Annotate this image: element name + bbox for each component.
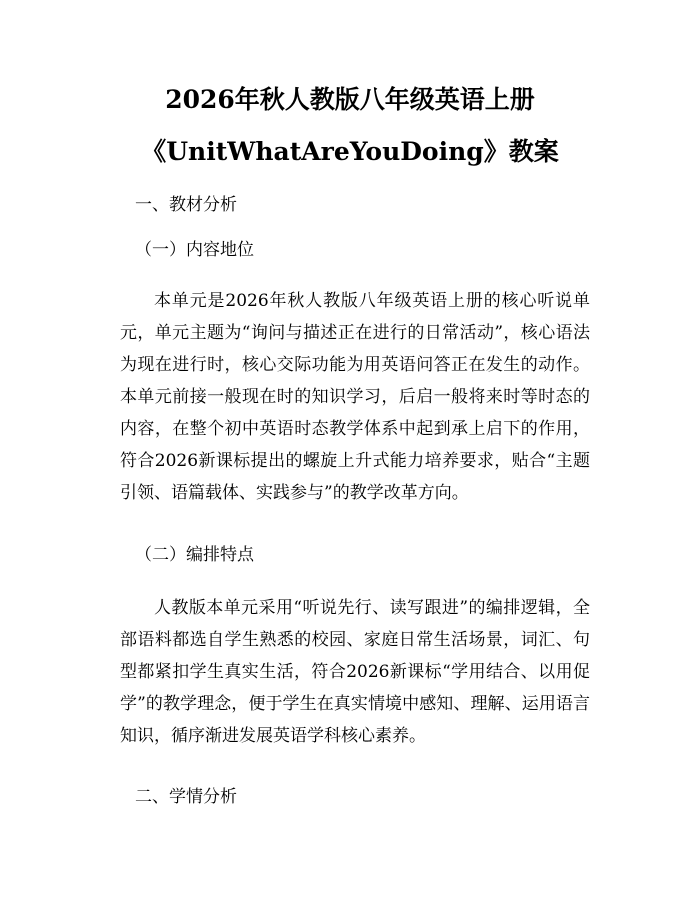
section-heading-textbook-analysis: 一、教材分析 <box>135 195 237 215</box>
document-title-line-1: 2026年秋人教版八年级英语上册 <box>165 85 535 114</box>
subsection-heading-arrangement-features: （二）编排特点 <box>135 545 254 565</box>
paragraph-arrangement-features: 人教版本单元采用“听说先行、读写跟进”的编排逻辑，全部语料都选自学生熟悉的校园、家庭日常生活场景，词汇、句型都紧扣学生真实生活，符合2026新课标“学用结合、以用促学”的教学理念，便于学生在真实情境中感知、理解、运用语言知识，循序渐进发展英语学科核心素养。 <box>120 598 590 746</box>
paragraph-content-position: 本单元是2026年秋人教版八年级英语上册的核心听说单元，单元主题为“询问与描述正在进行的日常活动”，核心语法为现在进行时，核心交际功能为用英语问答正在发生的动作。本单元前接一般现在时的知识学习，后启一般将来时等时态的内容，在整个初中英语时态教学体系中起到承上启下的作用，符合2026新课标提出的螺旋上升式能力培养要求，贴合“主题引领、语篇载体、实践参与”的教学改革方向。 <box>120 291 590 503</box>
subsection-heading-content-position: （一）内容地位 <box>135 240 254 260</box>
section-heading-learner-analysis: 二、学情分析 <box>135 787 237 807</box>
document-title-line-2: 《UnitWhatAreYouDoing》教案 <box>141 137 559 166</box>
